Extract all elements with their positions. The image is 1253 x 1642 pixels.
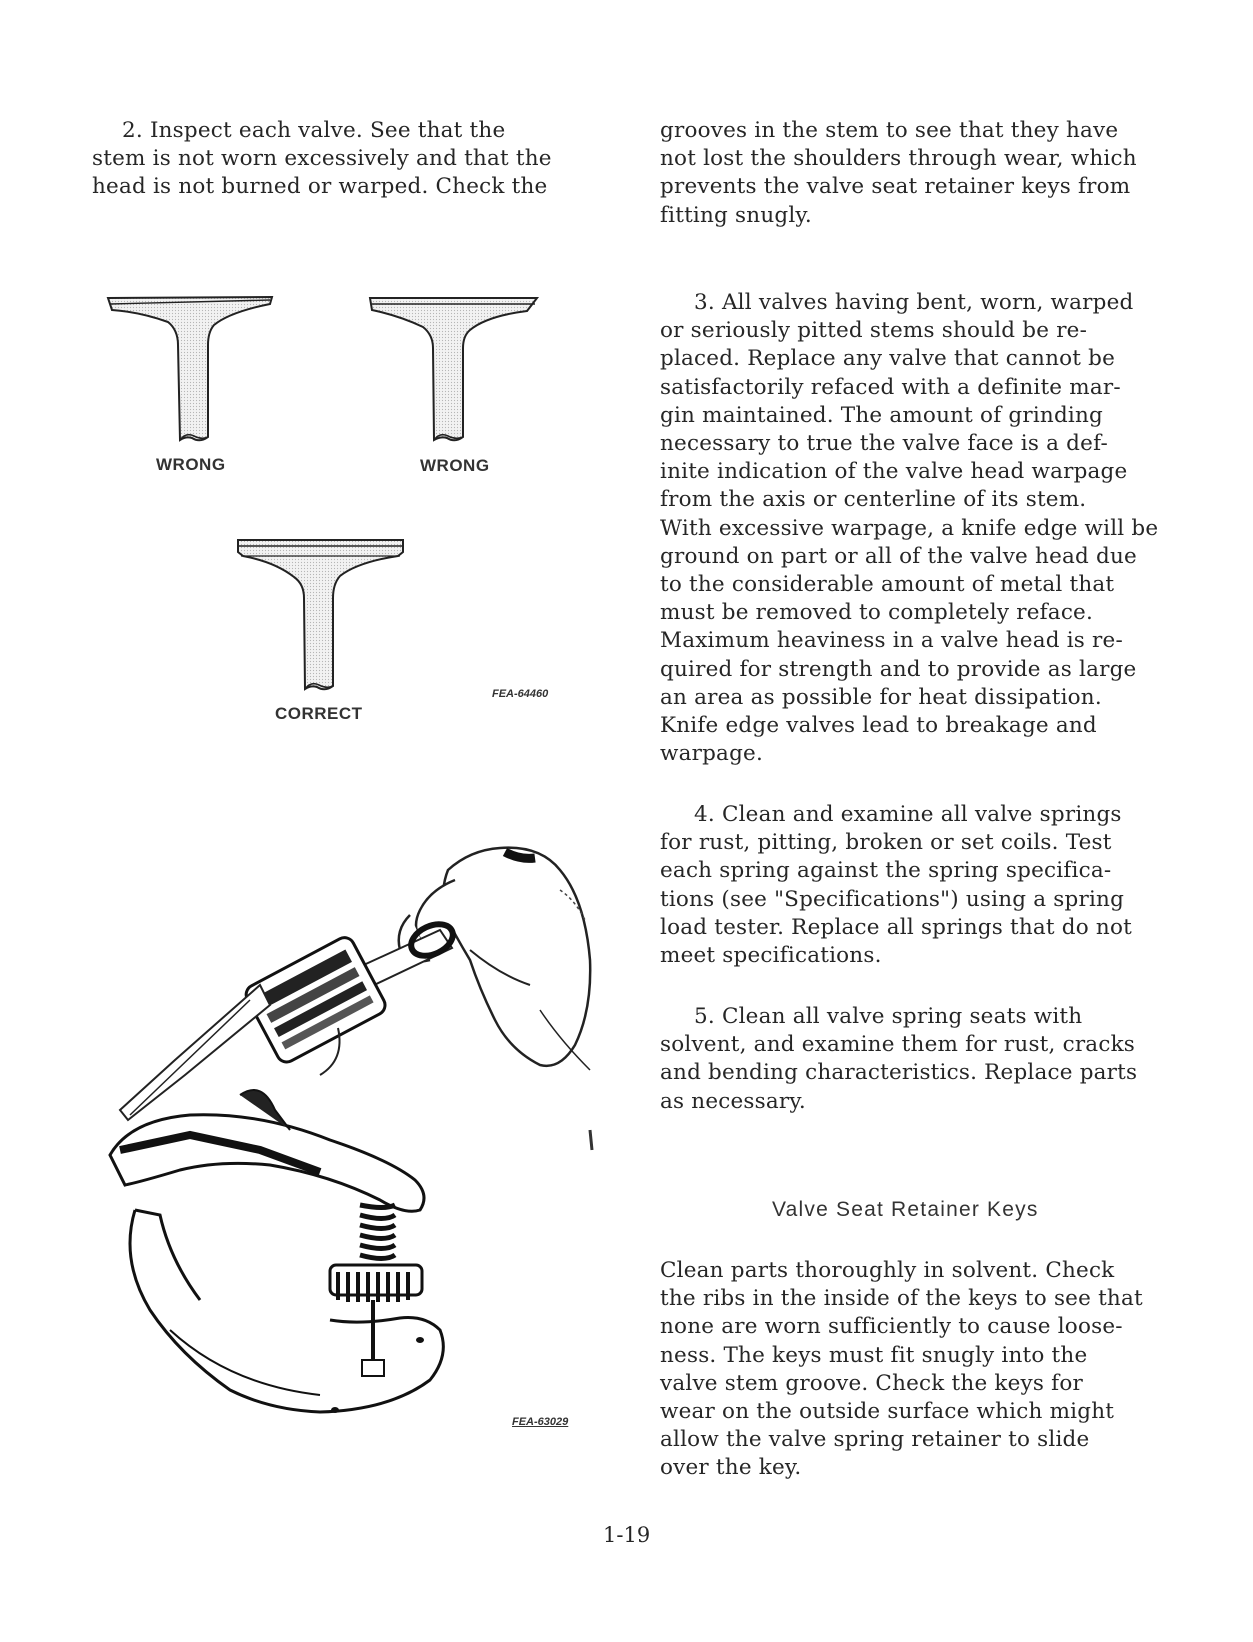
caption-correct: CORRECT [275,704,363,723]
text-line: necessary to true the valve face is a def- [660,431,1108,457]
text-line: head is not burned or warped. Check the [92,174,548,200]
text-line: for rust, pitting, broken or set coils. Test [660,830,1112,856]
text-line: fitting snugly. [660,202,812,228]
torque-wrench [120,918,458,1120]
figure-code-tester: FEA-63029 [512,1416,569,1428]
text-line: warpage. [660,741,764,767]
text-line: tions (see "Specifications") using a spring [660,886,1125,912]
text-line: the ribs in the inside of the keys to see that [660,1286,1143,1312]
text-line: or seriously pitted stems should be re- [660,318,1088,344]
text-line: stem is not worn excessively and that the [92,146,552,172]
caption-wrong-1: WRONG [156,455,226,474]
text-line: none are worn sufficiently to cause loose- [660,1314,1123,1340]
text-line: With excessive warpage, a knife edge will be [660,515,1159,541]
spring-tester-body [110,1090,443,1413]
text-line: Knife edge valves lead to breakage and [660,713,1097,739]
text-line: to the considerable amount of metal that [660,572,1115,598]
page-number: 1-19 [603,1523,651,1547]
text-line: meet specifications. [660,943,882,969]
text-line: load tester. Replace all springs that do not [660,914,1132,940]
figure-code-valves: FEA-64460 [492,688,549,700]
text-line: valve stem groove. Check the keys for [660,1370,1083,1396]
text-line: 3. All valves having bent, worn, warped [694,290,1134,315]
text-line: ness. The keys must fit snugly into the [660,1342,1088,1368]
text-line: quired for strength and to provide as large [660,656,1137,682]
text-line: inite indication of the valve head warpage [660,459,1128,485]
text-line: solvent, and examine them for rust, cracks [660,1032,1136,1058]
text-line: prevents the valve seat retainer keys from [660,174,1131,200]
text-line: placed. Replace any valve that cannot be [660,346,1116,372]
text-line: from the axis or centerline of its stem. [660,487,1087,513]
text-line: must be removed to completely reface. [660,600,1094,626]
text-line: and bending characteristics. Replace parts [660,1060,1138,1086]
text-line: ground on part or all of the valve head due [660,543,1137,569]
text-line: as necessary. [660,1088,806,1114]
text-line: Clean parts thoroughly in solvent. Check [660,1258,1115,1283]
text-line: 5. Clean all valve spring seats with [694,1004,1083,1029]
text-line: over the key. [660,1455,802,1481]
text-line: an area as possible for heat dissipation. [660,684,1102,710]
text-line: gin maintained. The amount of grinding [660,402,1103,428]
text-line: 4. Clean and examine all valve springs [694,802,1122,827]
text-line: grooves in the stem to see that they have [660,118,1119,143]
text-line: Maximum heaviness in a valve head is re- [660,628,1123,654]
section-heading: Valve Seat Retainer Keys [772,1198,1039,1221]
text-line: allow the valve spring retainer to slide [660,1427,1090,1453]
text-line: each spring against the spring specifica- [660,858,1112,884]
text-line: not lost the shoulders through wear, which [660,146,1137,172]
text-line: wear on the outside surface which might [660,1399,1115,1425]
text-line: satisfactorily refaced with a definite mar- [660,374,1121,400]
caption-wrong-2: WRONG [420,456,490,475]
text-line: 2. Inspect each valve. See that the [122,118,506,143]
